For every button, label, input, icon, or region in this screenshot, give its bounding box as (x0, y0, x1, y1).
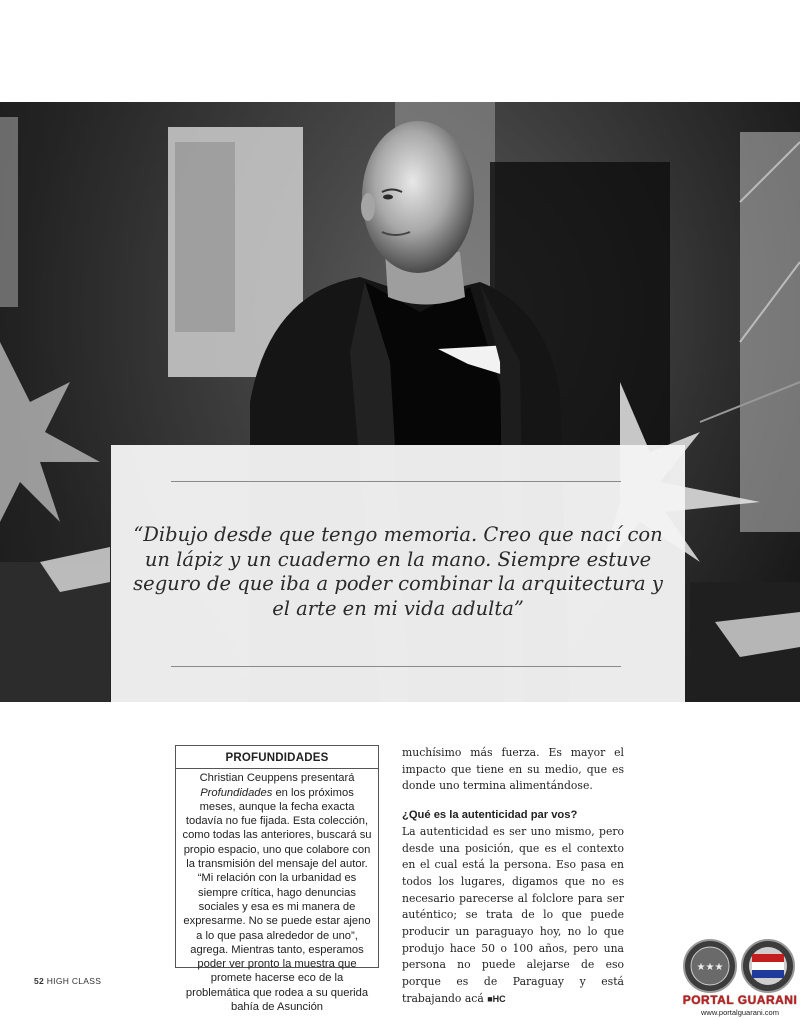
answer-text: La autenticidad es ser uno mismo, pero desde una posición, que es el contexto en el cual está la persona. Eso pasa en todos los lugares, digamos que no es necesario parecerse al folclore para ser auténtico; se trata de lo que puede producir un paraguayo hoy, no lo que produjo hace 50 o 100 años, pero una persona no puede alejarse de eso porque es de Paraguay y está trabajando acá (402, 824, 624, 1005)
pull-quote: “Dibujo desde que tengo memoria. Creo que nací con un lápiz y un cuaderno en la mano. Siempre estuve seguro de que iba a poder combinar la arquitectura y el arte en mi vida adulta” (133, 523, 663, 620)
watermark (680, 938, 800, 1019)
seal-emblem-icon (684, 940, 736, 992)
watermark-seals (680, 938, 800, 996)
sidebar-body (176, 769, 378, 1014)
end-mark: ■HC (487, 993, 506, 1004)
magazine-name: HIGH CLASS (46, 976, 102, 986)
watermark-name: PORTAL GUARANI (682, 993, 798, 1007)
flag-seal-icon (742, 940, 794, 992)
article-paragraph-answer (402, 824, 624, 1008)
pull-quote-box (111, 445, 685, 702)
page-folio (34, 976, 101, 986)
watermark-url: www.portalguarani.com (701, 1008, 779, 1017)
sidebar-title: PROFUNDIDADES (176, 746, 378, 769)
quote-bottom-rule (171, 666, 621, 667)
interview-question: ¿Qué es la autenticidad par vos? (402, 809, 578, 822)
article-column (402, 745, 624, 1008)
svg-text:★★★: ★★★ (696, 962, 724, 973)
sidebar-text-start: Christian Ceuppens presentará (199, 772, 355, 785)
sidebar-text-rest: en los próximos meses, aunque la fecha exacta todavía no fue fijada. Esta colección, como todas las anteriores, buscará su propio espacio, uno que colabore con la transmisión del mensaje del autor. “Mi relación con la urbanidad es siempre crítica, hago denuncias sociales y esa es mi manera de expresarme. No se puede estar ajeno a lo que pasa alrededor de uno”, agrega. Mientras tanto, esperamos poder ver pronto la muestra que promete hacerse eco de la problemática que rodea a su querida bahía de Asunción (182, 786, 372, 1014)
sidebar-box (175, 745, 379, 1014)
page-number: 52 (34, 976, 45, 986)
sidebar-collection-name: Profundidades (200, 786, 273, 799)
article-paragraph: muchísimo más fuerza. Es mayor el impacto que tiene en su medio, que es donde uno termina alimentándose. (402, 746, 624, 793)
quote-top-rule (171, 481, 621, 482)
